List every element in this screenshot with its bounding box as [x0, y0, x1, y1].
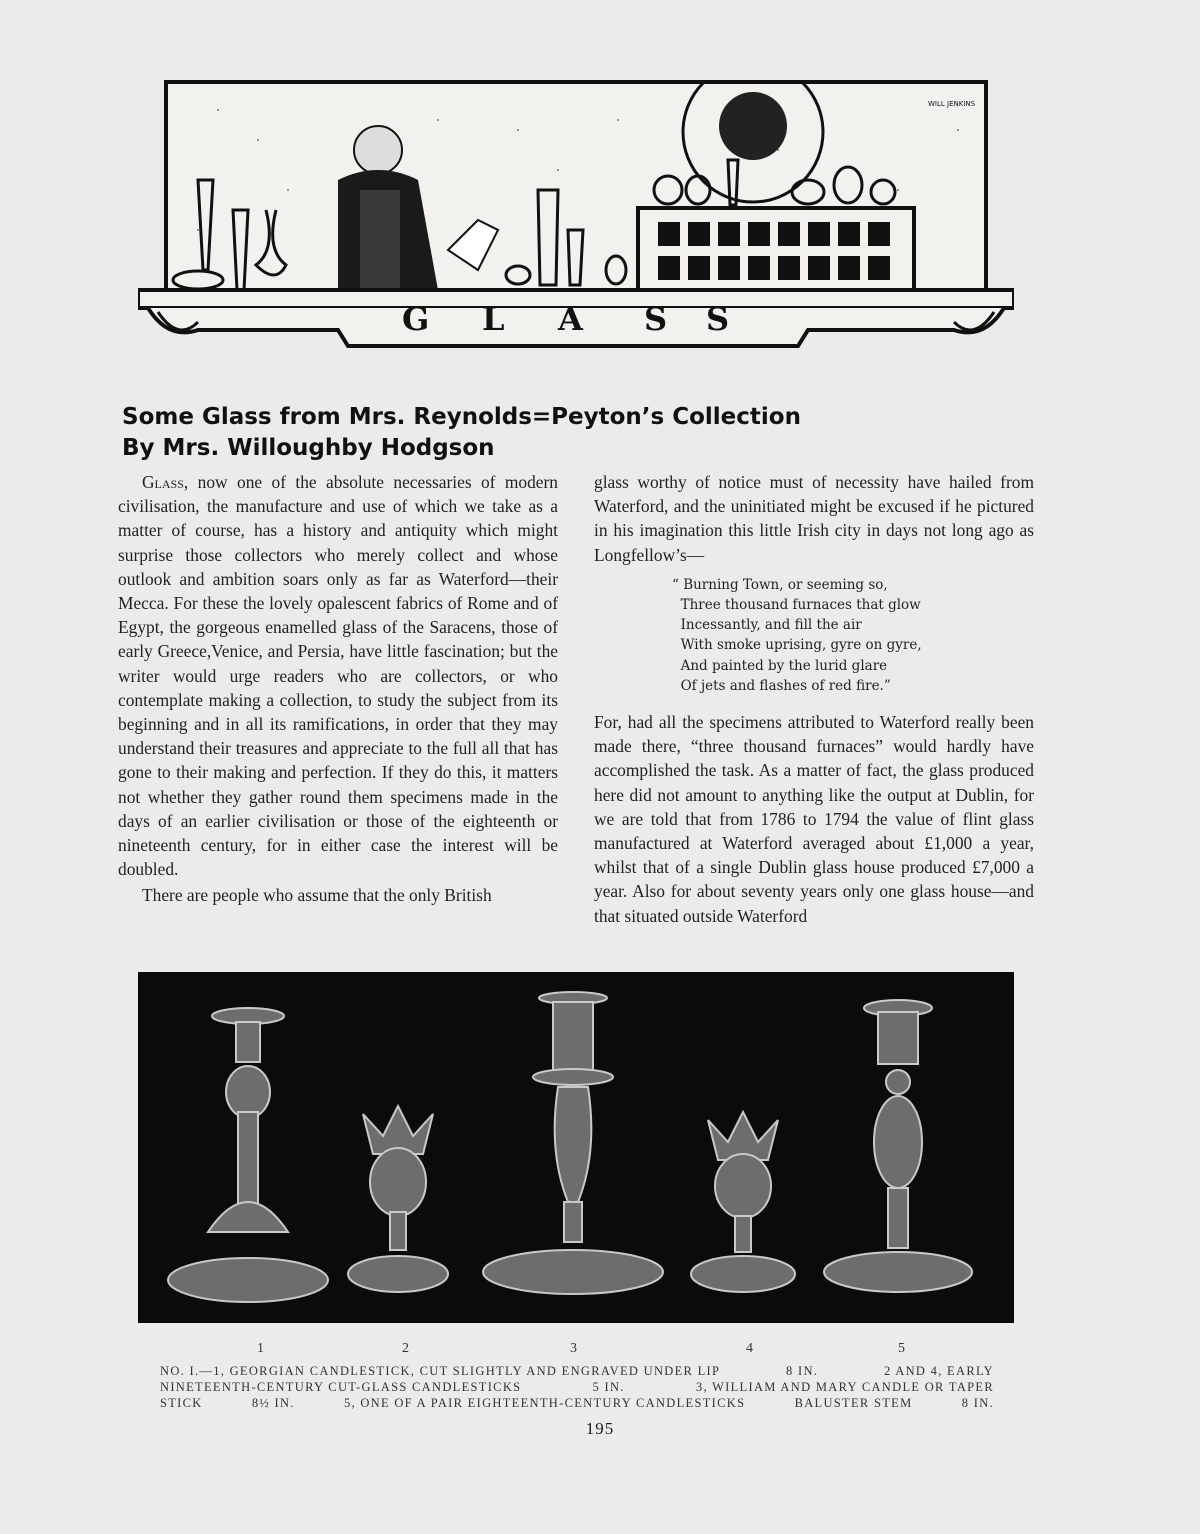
paragraph: There are people who assume that the only British: [142, 885, 492, 906]
poem-line: Incessantly, and fill the air: [672, 617, 862, 634]
banner-letter: A: [558, 300, 583, 338]
poem-quote: [594, 575, 1034, 696]
poem-line: With smoke uprising, gyre on gyre,: [672, 637, 922, 654]
plate-number: 4: [746, 1341, 753, 1356]
poem-line: Of jets and flashes of red fire.”: [672, 677, 891, 694]
poem-line: Three thousand furnaces that glow: [672, 597, 921, 614]
caption-line: [160, 1363, 994, 1379]
caption-text: NINETEENTH-CENTURY CUT-GLASS CANDLESTICKS: [160, 1380, 522, 1394]
plate-caption: [160, 1363, 994, 1411]
caption-line: [160, 1395, 994, 1411]
page-number: 195: [585, 1419, 615, 1438]
caption-text: STICK: [160, 1396, 203, 1410]
article-title: Some Glass from Mrs. Reynolds=Peyton’s Collection: [122, 404, 801, 430]
banner-letter: G: [402, 300, 430, 338]
caption-text: 2 AND 4, EARLY: [883, 1364, 994, 1378]
artist-signature: WILL JENKINS: [928, 100, 976, 108]
plate-number: 5: [898, 1341, 905, 1356]
drop-word: Glass: [142, 472, 184, 492]
plate-item-numbers: [0, 1341, 1200, 1359]
text-column-left: [118, 470, 558, 908]
paragraph-text: , now one of the absolute necessaries of modern civilisation, the manufacture and use of which we take as a matter of course, has a history and antiquity which might surprise those collectors who merely collect and whose outlook and ambition soars only as far as Waterford—their Mecca. For these the lovely opalescent fabrics of Rome and of Egypt, the gorgeous enamelled glass of the Saracens, those of early Greece,Venice, and Persia, have little fascination; but the writer would urge readers who are collectors, or who contemplate making a collection, to study the subject from its beginning and in all its ramifications, in order that they may understand their treasures and appreciate to the full all that has gone to their making and perfection. If they do this, it matters not whether they gather round them specimens made in the days of an earlier civilisation or those of the eighteenth or nineteenth century, for in either case the interest will be doubled.: [118, 472, 558, 880]
banner-letter: L: [482, 300, 505, 338]
caption-text: BALUSTER STEM: [794, 1396, 913, 1410]
paragraph: [118, 470, 558, 881]
caption-text: 8 IN.: [786, 1364, 819, 1378]
article-heading: [122, 402, 1022, 464]
paragraph: glass worthy of notice must of necessity have hailed from Waterford, and the uninitiated might be excused if he pictured in his imagination this little Irish city in days not long ago as Longfellow’s—: [594, 472, 1034, 565]
plate-number: 2: [402, 1341, 409, 1356]
caption-text: 8½ IN.: [251, 1396, 295, 1410]
plate-number: 3: [570, 1341, 577, 1356]
caption-text: 8 IN.: [961, 1396, 994, 1410]
poem-line: “ Burning Town, or seeming so,: [672, 576, 888, 593]
caption-text: 5 IN.: [592, 1380, 625, 1394]
banner-letter: S: [644, 300, 668, 338]
caption-line: [160, 1379, 994, 1395]
paragraph: For, had all the specimens attributed to Waterford really been made there, “three thousand furnaces” would hardly have accomplished the task. As a matter of fact, the glass produced here did not amount to anything like the output at Dublin, for we are told that from 1786 to 1794 the value of flint glass manufactured at Waterford averaged about £1,000 a year, whilst that of a single Dublin glass house produced £7,000 a year. Also for about seventy years only one glass house—and that situated outside Waterford: [594, 712, 1034, 926]
banner-letter: S: [706, 300, 730, 338]
caption-text: NO. I.—1, GEORGIAN CANDLESTICK, CUT SLIGHTLY AND ENGRAVED UNDER LIP: [160, 1364, 721, 1378]
plate-number: 1: [257, 1341, 264, 1356]
text-column-right: [594, 470, 1034, 928]
candlesticks-photo: [138, 972, 1014, 1323]
glass-header-illustration: [138, 80, 1014, 352]
article-byline: By Mrs. Willoughby Hodgson: [122, 435, 495, 461]
caption-text: 3, WILLIAM AND MARY CANDLE OR TAPER: [695, 1380, 994, 1394]
caption-text: 5, ONE OF A PAIR EIGHTEENTH-CENTURY CANDLESTICKS: [343, 1396, 746, 1410]
poem-line: And painted by the lurid glare: [672, 657, 888, 674]
